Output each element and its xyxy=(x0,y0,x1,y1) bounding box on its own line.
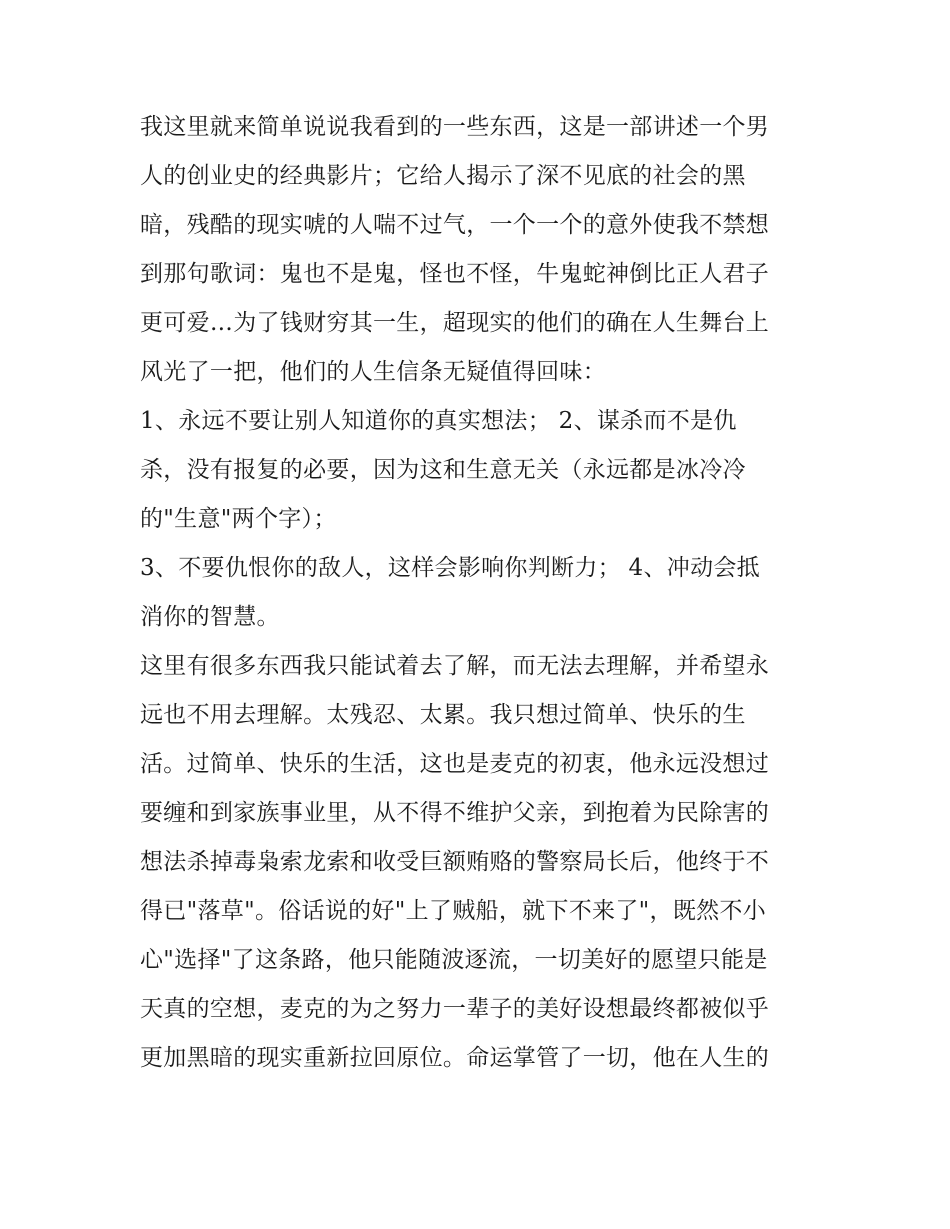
text-line: 心"选择"了这条路，他只能随波逐流，一切美好的愿望只能是 xyxy=(140,947,768,973)
text-line: 杀，没有报复的必要，因为这和生意无关（永远都是冰冷冷 xyxy=(140,457,746,483)
text-line: 想法杀掉毒枭索龙索和收受巨额贿赂的警察局长后，他终于不 xyxy=(140,849,770,875)
text-line: 暗，残酷的现实唬的人喘不过气，一个一个的意外使我不禁想 xyxy=(140,212,770,238)
document-body xyxy=(140,103,820,1083)
text-line: 风光了一把，他们的人生信条无疑值得回味： xyxy=(140,359,606,385)
text-line: 要缠和到家族事业里，从不得不维护父亲，到抱着为民除害的 xyxy=(140,800,770,826)
text-line: 得已"落草"。俗话说的好"上了贼船，就下不来了"，既然不小 xyxy=(140,898,767,924)
text-line: 我这里就来简单说说我看到的一些东西，这是一部讲述一个男 xyxy=(140,114,770,140)
text-line: 3、不要仇恨你的敌人，这样会影响你判断力； 4、冲动会抵 xyxy=(140,555,760,581)
text-line: 远也不用去理解。太残忍、太累。我只想过简单、快乐的生 xyxy=(140,702,746,728)
text-line: 天真的空想，麦克的为之努力一辈子的美好设想最终都被似乎 xyxy=(140,996,770,1022)
text-line: 更可爱…为了钱财穷其一生，超现实的他们的确在人生舞台上 xyxy=(140,310,770,336)
text-line: 消你的智慧。 xyxy=(140,604,280,630)
text-line: 更加黑暗的现实重新拉回原位。命运掌管了一切，他在人生的 xyxy=(140,1045,770,1071)
text-line: 的"生意"两个字）； xyxy=(140,506,337,532)
text-line: 人的创业史的经典影片；它给人揭示了深不见底的社会的黑 xyxy=(140,163,746,189)
text-line: 1、永远不要让别人知道你的真实想法； 2、谋杀而不是仇 xyxy=(140,408,737,434)
text-line: 活。过简单、快乐的生活，这也是麦克的初衷，他永远没想过 xyxy=(140,751,770,777)
text-line: 到那句歌词：鬼也不是鬼，怪也不怪，牛鬼蛇神倒比正人君子 xyxy=(140,261,770,287)
text-line: 这里有很多东西我只能试着去了解，而无法去理解，并希望永 xyxy=(140,653,770,679)
